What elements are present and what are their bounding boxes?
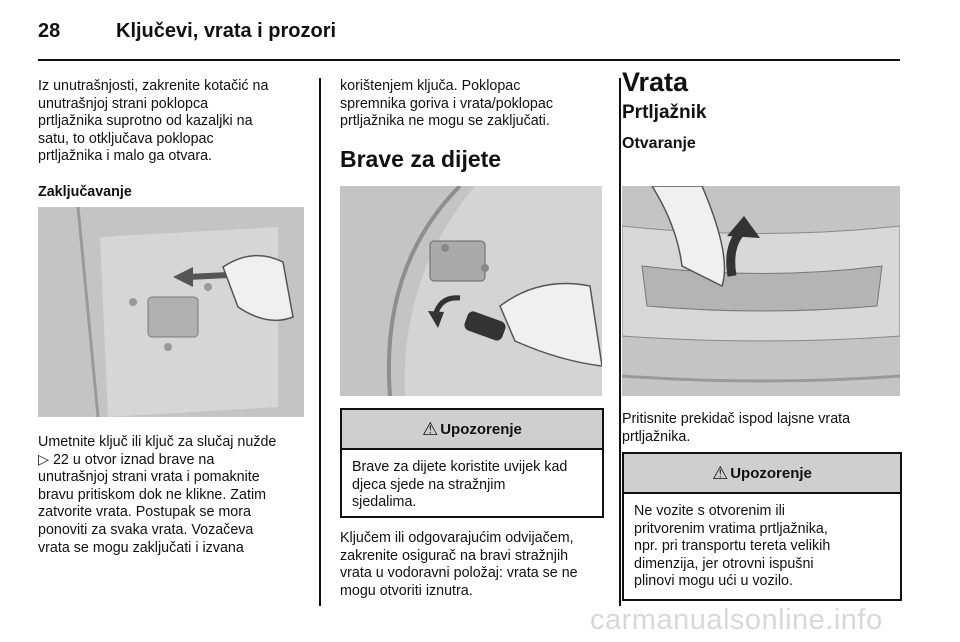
warning-triangle-icon: ⚠ bbox=[422, 418, 439, 439]
text-line: Brave za dijete koristite uvijek kad bbox=[352, 459, 568, 475]
text-line: bravu pritiskom dok ne klikne. Zatim bbox=[38, 486, 267, 503]
text-line: unutrašnjoj strani poklopca bbox=[38, 95, 209, 112]
heading-child-locks: Brave za dijete bbox=[340, 145, 502, 172]
subheading-locking: Zaključavanje bbox=[38, 183, 132, 200]
warning-body bbox=[342, 450, 602, 521]
text-line: Pritisnite prekidač ispod lajsne vrata bbox=[622, 411, 851, 427]
child-lock-warning-box bbox=[340, 408, 604, 518]
warning-title: Upozorenje bbox=[440, 420, 522, 438]
tailgate-opening-illustration bbox=[622, 186, 900, 396]
text-line: Iz unutrašnjosti, zakrenite kotačić na bbox=[38, 78, 269, 94]
column-divider-1 bbox=[319, 78, 321, 606]
column-1 bbox=[38, 78, 306, 202]
text-line: satu, to otključava poklopac bbox=[38, 130, 214, 147]
text-line: mogu otvoriti iznutra. bbox=[340, 582, 473, 599]
heading-tailgate: Prtljažnik bbox=[622, 101, 707, 123]
text-line: zakrenite osigurač na bravi stražnjih bbox=[340, 547, 569, 564]
text-line: pritvorenim vratima prtljažnika, bbox=[634, 520, 828, 537]
child-lock-paragraph bbox=[340, 530, 602, 600]
heading-doors: Vrata bbox=[622, 67, 689, 97]
text-line: unutrašnjoj strani vrata i pomaknite bbox=[38, 469, 260, 486]
text-line: prtljažnika ne mogu se zaključati. bbox=[340, 113, 550, 130]
text-line: korištenjem ključa. Poklopac bbox=[340, 78, 521, 94]
warning-title: Upozorenje bbox=[730, 464, 812, 482]
watermark: carmanualsonline.info bbox=[590, 604, 883, 636]
text-line: dimenzija, jer otrovni ispušni bbox=[634, 555, 814, 572]
column-3 bbox=[622, 67, 902, 153]
warning-header bbox=[624, 454, 900, 494]
text-line: zatvorite vrata. Postupak se mora bbox=[38, 504, 251, 521]
locking-paragraph bbox=[38, 434, 306, 557]
text-line: Umetnite ključ ili ključ za slučaj nužde bbox=[38, 434, 277, 450]
text-line: vrata u vodoravni položaj: vrata se ne bbox=[340, 565, 578, 582]
header-rule bbox=[38, 59, 900, 61]
text-line: Ne vozite s otvorenim ili bbox=[634, 503, 785, 519]
intro-paragraph bbox=[38, 78, 306, 166]
column-divider-2 bbox=[619, 78, 621, 606]
warning-header bbox=[342, 410, 602, 450]
text-line: prtljažnika i malo ga otvara. bbox=[38, 148, 213, 165]
column-2 bbox=[340, 78, 602, 172]
chapter-title: Ključevi, vrata i prozori bbox=[116, 20, 337, 42]
tailgate-warning-box bbox=[622, 452, 902, 601]
child-lock-illustration bbox=[340, 186, 602, 396]
page-reference-line: ▷ 22 u otvor iznad brave na bbox=[38, 451, 215, 468]
text-line: npr. pri transportu tereta velikih bbox=[634, 538, 831, 555]
heading-opening: Otvaranje bbox=[622, 135, 696, 153]
text-line: spremnika goriva i vrata/poklopac bbox=[340, 95, 553, 112]
text-line: djeca sjede na stražnjim bbox=[352, 476, 506, 493]
page-number: 28 bbox=[38, 20, 61, 42]
text-line: ponoviti za svaka vrata. Vozačeva bbox=[38, 521, 254, 538]
text-line: vrata se mogu zaključati i izvana bbox=[38, 539, 244, 556]
warning-triangle-icon: ⚠ bbox=[712, 462, 729, 483]
door-lock-illustration bbox=[38, 207, 304, 417]
text-line: prtljažnika suprotno od kazaljki na bbox=[38, 113, 253, 130]
text-line: prtljažnika. bbox=[622, 428, 691, 445]
text-line: Ključem ili odgovarajućim odvijačem, bbox=[340, 530, 574, 546]
tailgate-paragraph bbox=[622, 411, 902, 446]
warning-body bbox=[624, 494, 900, 600]
text-line: sjedalima. bbox=[352, 494, 417, 511]
text-line: plinovi mogu ući u vozilo. bbox=[634, 573, 793, 590]
